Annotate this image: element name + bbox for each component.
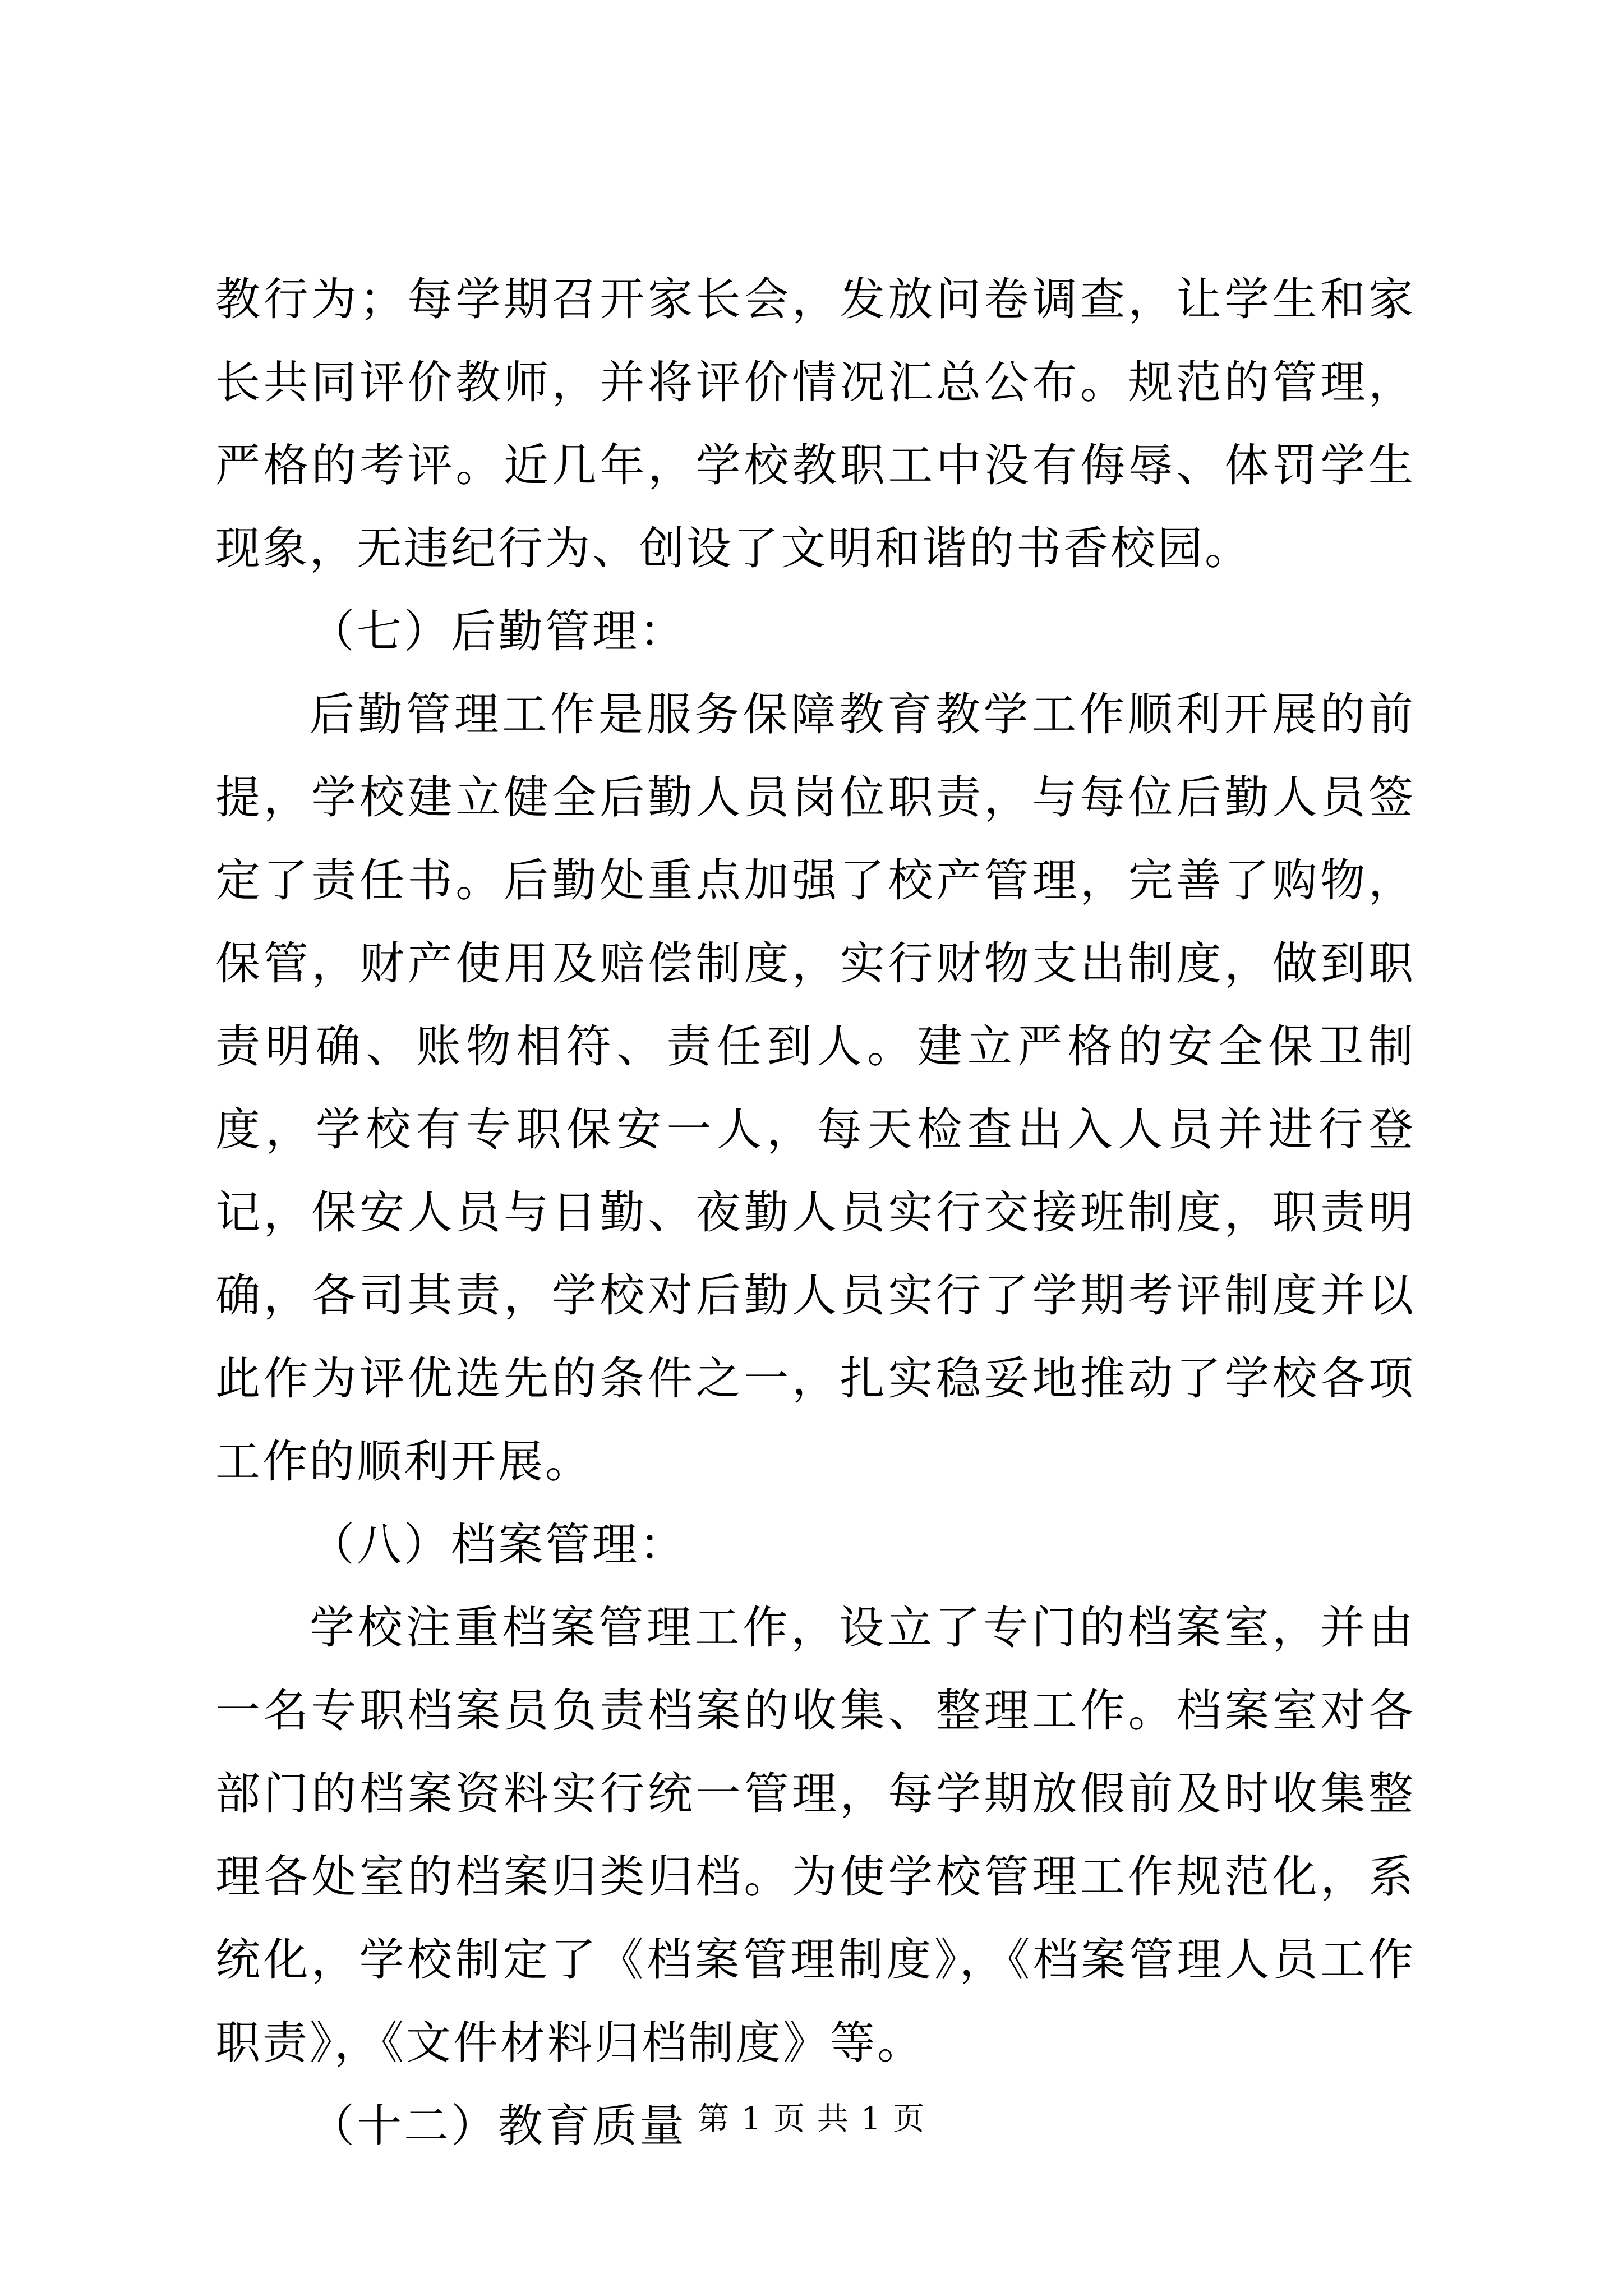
paragraph-logistics: 后勤管理工作是服务保障教育教学工作顺利开展的前提，学校建立健全后勤人员岗位职责，与每位后勤人员签定了责任书。后勤处重点加强了校产管理，完善了购物，保管，财产使用及赔偿制度，实行财物支出制度，做到职责明确、账物相符、责任到人。建立严格的安全保卫制度，学校有专职保安一人，每天检查出入人员并进行登记，保安人员与日勤、夜勤人员实行交接班制度，职责明确，各司其责，学校对后勤人员实行了学期考评制度并以此作为评优选先的条件之一，扎实稳妥地推动了学校各项工作的顺利开展。 <box>215 688 1415 1488</box>
paragraph-continued: 教行为；每学期召开家长会，发放问卷调查，让学生和家长共同评价教师，并将评价情况汇总公布。规范的管理，严格的考评。近几年，学校教职工中没有侮辱、体罚学生现象，无违纪行为、创设了文明和谐的书香校园。 <box>215 273 1415 574</box>
paragraph-archives: 学校注重档案管理工作，设立了专门的档案室，并由一名专职档案员负责档案的收集、整理工作。档案室对各部门的档案资料实行统一管理，每学期放假前及时收集整理各处室的档案归类归档。为使学校管理工作规范化，系统化，学校制定了《档案管理制度》，《档案管理人员工作职责》，《文件材料归档制度》等。 <box>215 1602 1415 2069</box>
page-footer: 第 1 页 共 1 页 <box>697 2101 926 2137</box>
section-heading-education-quality: （十二）教育质量 <box>310 2100 686 2152</box>
document-body <box>215 258 1415 2168</box>
section-heading-logistics: （七）后勤管理： <box>310 605 686 657</box>
section-heading-archives: （八）档案管理： <box>310 1519 686 1571</box>
